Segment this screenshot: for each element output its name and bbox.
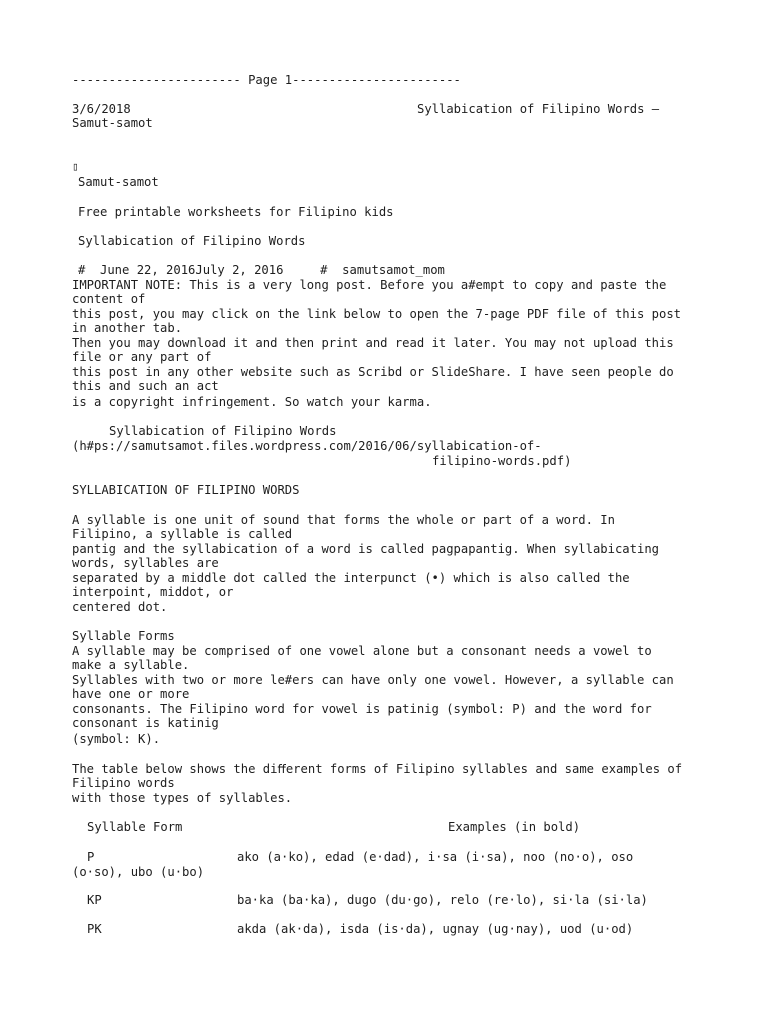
pdf-link-url[interactable]: filipino-words.pdf) [432,454,572,468]
paragraph-line: words, syllables are [72,556,219,570]
header-date: 3/6/2018 [72,102,131,116]
note-line: Then you may download it and then print and read it later. You may not upload this [72,336,674,350]
paragraph-line: consonants. The Filipino word for vowel is patinig (symbol: P) and the word for [72,702,652,716]
note-line: this post in any other website such as Scribd or SlideShare. I have seen people do [72,365,674,379]
table-header-examples: Examples (in bold) [448,820,581,834]
pdf-link-url[interactable]: (h#ps://samutsamot.files.wordpress.com/2016/06/syllabication-of- [72,439,542,453]
table-cell-examples-cont: (o·so), ubo (u·bo) [72,865,205,879]
note-line: in another tab. [72,321,183,335]
site-tagline: Free printable worksheets for Filipino kids [78,205,394,219]
post-meta: # June 22, 2016July 2, 2016 # samutsamot_mom [78,263,445,277]
site-name-link[interactable]: Samut-samot [78,175,159,189]
table-cell-examples: akda (ak·da), isda (is·da), ugnay (ug·nay), uod (u·od) [237,922,634,936]
note-line: file or any part of [72,350,212,364]
section-heading: SYLLABICATION OF FILIPINO WORDS [72,483,300,497]
table-header-form: Syllable Form [87,820,183,834]
table-cell-examples: ba·ka (ba·ka), dugo (du·go), relo (re·lo), si·la (si·la) [237,893,648,907]
table-cell-form: P [87,850,95,864]
paragraph-line: Filipino, a syllable is called [72,527,293,541]
table-cell-examples: ako (a·ko), edad (e·dad), i·sa (i·sa), noo (no·o), oso [237,850,634,864]
header-site: Samut-samot [72,116,153,130]
paragraph-line: interpoint, middot, or [72,585,234,599]
missing-image-icon: ▯ [72,160,79,173]
note-line: is a copyright infringement. So watch your karma. [72,395,432,409]
note-line: content of [72,292,146,306]
paragraph-line: have one or more [72,687,190,701]
paragraph-line: pantig and the syllabication of a word is called pagpapantig. When syllabicating [72,542,659,556]
paragraph-line: consonant is katinig [72,716,219,730]
note-line: IMPORTANT NOTE: This is a very long post. Before you a#empt to copy and paste the [72,278,667,292]
table-cell-form: KP [87,893,102,907]
note-line: this post, you may click on the link below to open the 7-page PDF file of this post [72,307,682,321]
paragraph-line: centered dot. [72,600,168,614]
paragraph-line: make a syllable. [72,658,190,672]
paragraph-line: A syllable is one unit of sound that forms the whole or part of a word. In [72,513,615,527]
paragraph-line: Filipino words [72,776,175,790]
paragraph-line: A syllable may be comprised of one vowel alone but a consonant needs a vowel to [72,644,652,658]
forms-heading: Syllable Forms [72,629,175,643]
paragraph-line: with those types of syllables. [72,791,293,805]
pdf-link-title[interactable]: Syllabication of Filipino Words [109,424,337,438]
post-title: Syllabication of Filipino Words [78,234,306,248]
paragraph-line: separated by a middle dot called the interpunct (•) which is also called the [72,571,630,585]
table-cell-form: PK [87,922,102,936]
paragraph-line: (symbol: K). [72,732,161,746]
paragraph-line: Syllables with two or more le#ers can have only one vowel. However, a syllable can [72,673,674,687]
header-title: Syllabication of Filipino Words – [417,102,660,116]
paragraph-line: The table below shows the diﬀerent forms of Filipino syllables and same examples of [72,762,683,776]
page-marker: ----------------------- Page 1----------------------- [72,73,461,87]
note-line: this and such an act [72,379,219,393]
